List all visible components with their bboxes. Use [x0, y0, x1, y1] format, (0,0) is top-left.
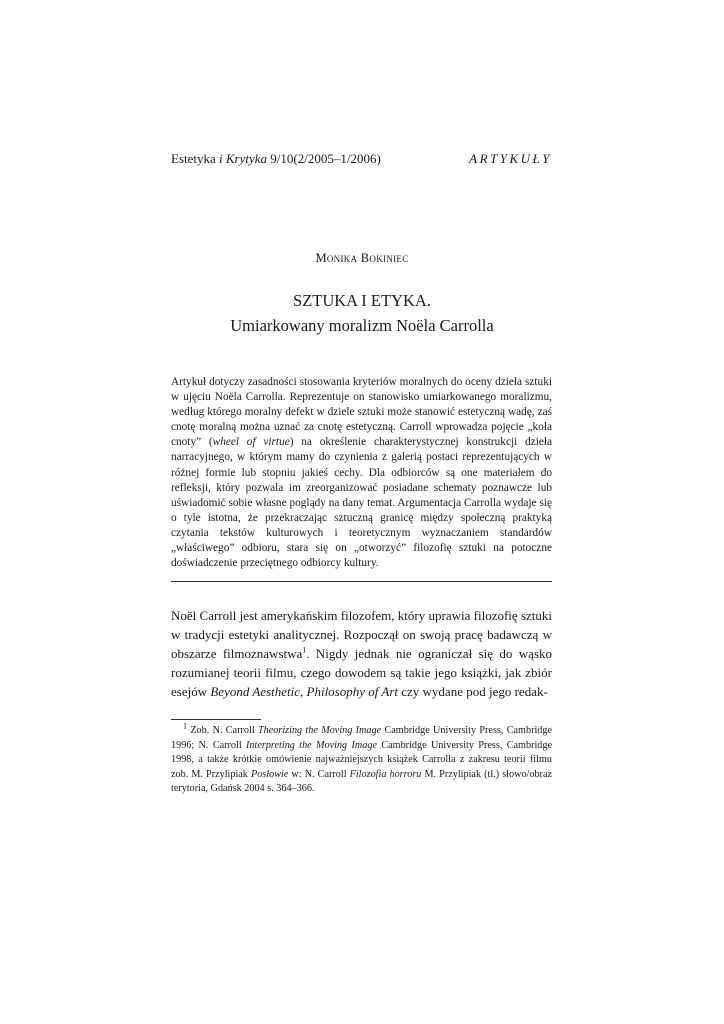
footnote-reference[interactable]: 1	[302, 645, 307, 655]
author-name: Monika Bokiniec	[315, 251, 409, 265]
abstract	[171, 375, 552, 571]
footnote-title-1: Theorizing the Moving Image	[258, 725, 382, 736]
section-label: ARTYKUŁY	[469, 151, 552, 166]
footnote-title-4: Filozofia horroru	[349, 768, 422, 780]
article-title: SZTUKA I ETYKA.	[293, 291, 431, 310]
article-subtitle: Umiarkowany moralizm Noëla Carrolla	[230, 316, 494, 335]
body-text-2: . Nigdy jednak nie ograniczał się do wąsko rozumianej teorii filmu, czego dowodem są takie jego książki, jak zbiór esejów	[171, 646, 553, 699]
body-text-3: ,	[300, 684, 307, 699]
footnote-text-c: Cambridge University Press, Cambridge 1998, a także krótkie omówienie najważniejszych książek Carrolla z zakresu teorii filmu zob. M. Przylipiak	[171, 739, 552, 780]
journal-name-italic: i Krytyka	[219, 151, 268, 166]
running-header	[171, 151, 552, 171]
body-text-4: czy wydane pod jego redak-	[398, 684, 548, 699]
body-text-1: Noël Carroll jest amerykańskim filozofem, który uprawia filozofię sztuki w tradycji estetyki analitycznej. Rozpoczął on swoją pracę badawczą w obszarze filmoznawstwa	[171, 608, 552, 661]
abstract-text-2: ) na określenie charakterystycznej konstrukcji dzieła narracyjnego, w którym mamy do czynienia z galerią postaci reprezentujących w różnej formie lub stopniu jakieś cechy. Dla odbiorców są one materiałem do refleksji, który pozwala im zreorganizować posiadane schematy poznawcze lub uświadomić sobie własne poglądy na dany temat. Argumentacja Carrolla wydaje się o tyle istotna, że przekraczając sztuczną granicę między społeczną praktyką czytania tekstów kulturowych i teoretycznym wyznaczaniem standardów „właściwego” odbioru, stara się on „otworzyć” filozofię sztuki na potoczne doświadczenie przeciętnego odbiorcy kultury.	[171, 436, 552, 570]
footnote	[171, 721, 553, 797]
footnote-title-3: Posłowie	[250, 768, 289, 780]
footnote-text-a: Zob. N. Carroll	[187, 725, 258, 736]
section-divider	[171, 581, 552, 582]
journal-issue: 9/10(2/2005–1/2006)	[267, 151, 381, 166]
book-title-philosophy-of-art: Philosophy of Art	[306, 684, 398, 699]
abstract-emphasis: wheel of virtue	[212, 436, 290, 449]
abstract-text-1: Artykuł dotyczy zasadności stosowania kryteriów moralnych do oceny dzieła sztuki w ujęciu Noëla Carrolla. Reprezentuje on stanowisko umiarkowanego moralizmu, według którego moralny defekt w dziele sztuki może stanowić estetyczną wadę, zaś cnotę moralną można uznać za cnotę estetyczną. Carroll wprowadza pojęcie „koła cnoty” (	[171, 376, 552, 449]
journal-citation	[171, 151, 381, 167]
footnote-number: 1	[183, 721, 187, 731]
body-paragraph	[171, 606, 552, 701]
footnote-title-2: Interpreting the Moving Image	[246, 739, 377, 751]
footnote-text-b: Cambridge University Press, Cambridge 1996; N. Carroll	[171, 725, 553, 751]
journal-name-part: Estetyka	[171, 151, 220, 166]
footnote-text-e: M. Przylipiak (tł.) słowo/obraz terytoria, Gdańsk 2004 s. 364–366.	[171, 768, 552, 795]
book-title-beyond-aesthetic: Beyond Aesthetic	[210, 684, 301, 699]
footnote-divider	[171, 719, 261, 720]
footnote-text-d: w: N. Carroll	[288, 768, 350, 780]
